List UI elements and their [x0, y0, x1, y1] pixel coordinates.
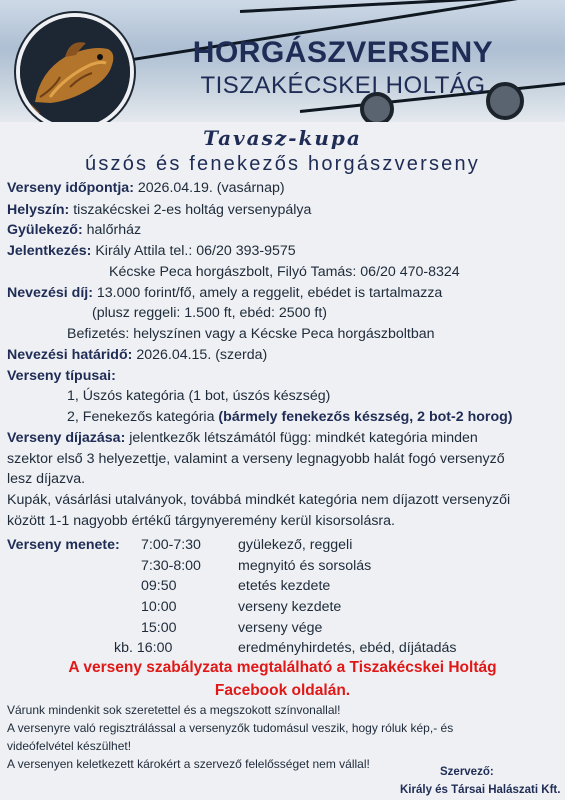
organizer-name: Király és Társai Halászati Kft. — [400, 784, 561, 796]
fee-line-2: (plusz reggeli: 1.500 ft, ebéd: 2500 ft) — [92, 305, 328, 321]
type-2-plain: 2, Fenekezős kategória — [67, 409, 219, 425]
deadline-value: 2026.04.15. (szerda) — [132, 347, 268, 363]
schedule-time: 10:00 — [141, 599, 177, 615]
prize-value: jelentkezők létszámától függ: mindkét kategória minden — [125, 430, 478, 446]
schedule-time: 15:00 — [141, 620, 177, 636]
type-1: 1, Úszós kategória (1 bot, úszós készség) — [67, 388, 331, 404]
footer-line-3: videófelvétel készülhet! — [7, 739, 132, 753]
gather-label: Gyülekező: — [7, 222, 83, 238]
header-banner — [0, 0, 565, 122]
poster-title: HORGÁSZVERSENY — [192, 36, 494, 69]
fee-label: Nevezési díj: — [7, 285, 93, 301]
apply-line-2: Kécske Peca horgászbolt, Filyó Tamás: 06/20 470-8324 — [109, 264, 460, 280]
fee-line — [7, 285, 442, 301]
schedule-desc: megnyitó és sorsolás — [238, 558, 372, 574]
cup-title: Tavasz-kupa — [203, 126, 362, 150]
date-label: Verseny időpontja: — [7, 180, 134, 196]
schedule-desc: verseny kezdete — [238, 599, 342, 615]
organizer-label: Szervező: — [440, 766, 494, 778]
schedule-time: 09:50 — [141, 578, 177, 594]
types-line — [7, 368, 116, 384]
rules-notice: A verseny szabályzata megtalálható a Tiszakécskei Holtág — [68, 659, 497, 676]
prize-line-4: Kupák, vásárlási utalványok, továbbá mindkét kategória nem díjazott versenyzői — [7, 492, 511, 508]
schedule-desc: eredményhirdetés, ebéd, díjátadás — [238, 640, 457, 656]
apply-label: Jelentkezés: — [7, 243, 92, 259]
poster-subtitle: TISZAKÉCSKEI HOLTÁG — [200, 72, 486, 99]
prize-label: Verseny díjazása: — [7, 430, 126, 446]
date-value: 2026.04.19. (vasárnap) — [133, 180, 285, 196]
apply-value: Király Attila tel.: 06/20 393-9575 — [91, 243, 296, 259]
footer-line-2: A versenyre való regisztrálással a versenyzők tudomásul veszik, hogy róluk kép,- és — [7, 721, 454, 735]
fee-value: 13.000 forint/fő, amely a reggelit, ebédet is tartalmazza — [92, 285, 443, 301]
schedule-desc: verseny vége — [238, 620, 323, 636]
date-line — [7, 180, 285, 196]
place-label: Helyszín: — [7, 202, 70, 218]
prize-line-3: lesz díjazva. — [7, 471, 86, 487]
fishing-rod-image — [240, 0, 565, 13]
rules-notice-2: Facebook oldalán. — [214, 682, 351, 699]
event-type: úszós és fenekezős horgászverseny — [85, 153, 480, 175]
type-2-bold: (bármely fenekezős készség, 2 bot-2 horog) — [218, 409, 513, 425]
prize-line-5: között 1-1 nagyobb értékű tárgynyeremény kerül kisorsolásra. — [7, 513, 395, 529]
types-label: Verseny típusai: — [7, 368, 116, 384]
deadline-line — [7, 347, 267, 363]
footer-line-4: A versenyen keletkezett károkért a szervező felelősséget nem vállal! — [7, 757, 370, 771]
schedule-label: Verseny menete: — [7, 537, 120, 553]
place-value: tiszakécskei 2-es holtág versenypálya — [69, 202, 312, 218]
place-line — [7, 202, 311, 218]
apply-line — [7, 243, 296, 259]
footer-line-1: Várunk mindenkit sok szeretettel és a megszokott színvonallal! — [7, 703, 341, 717]
deadline-label: Nevezési határidő: — [7, 347, 133, 363]
schedule-desc: etetés kezdete — [238, 578, 331, 594]
schedule-time: 7:30-8:00 — [141, 558, 201, 574]
schedule-time: kb. 16:00 — [114, 640, 173, 656]
prize-line-2: szektor első 3 helyezettje, valamint a verseny legnagyobb halát fogó versenyző — [7, 451, 505, 467]
fee-line-3: Befizetés: helyszínen vagy a Kécske Peca horgászboltban — [67, 326, 435, 342]
gather-line — [7, 222, 141, 238]
schedule-desc: gyülekező, reggeli — [238, 537, 353, 553]
prize-line — [7, 430, 478, 446]
carp-fish-logo — [16, 13, 134, 122]
type-2 — [67, 409, 513, 425]
schedule-time: 7:00-7:30 — [141, 537, 201, 553]
gather-value: halőrház — [82, 222, 142, 238]
